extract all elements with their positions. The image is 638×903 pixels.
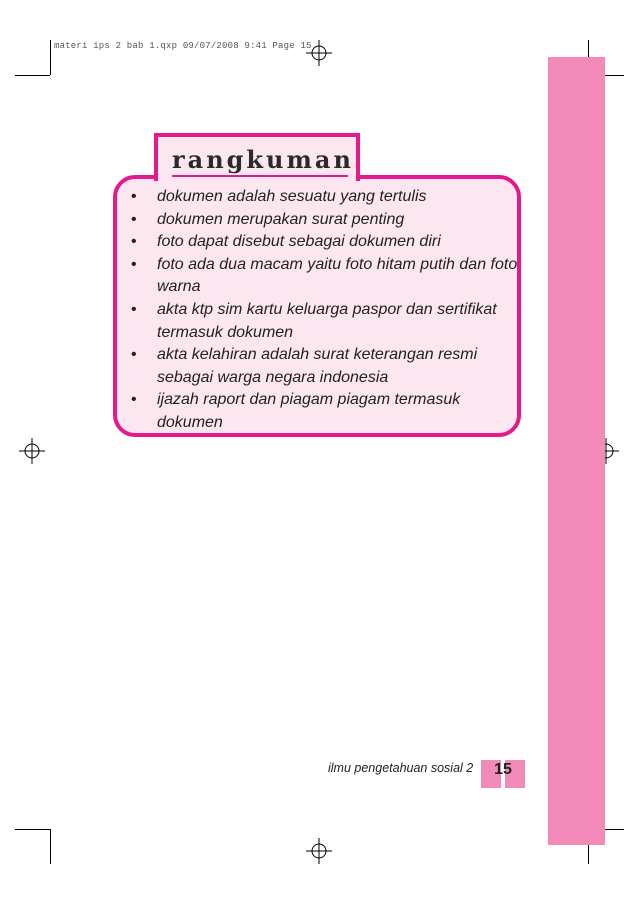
bullet-icon: •: [131, 391, 137, 409]
summary-list: [128, 186, 520, 435]
bullet-icon: •: [131, 188, 137, 205]
print-slug-line: materi ips 2 bab 1.qxp 09/07/2008 9:41 Page 15: [54, 41, 312, 51]
footer-book-title: ilmu pengetahuan sosial 2: [328, 761, 474, 775]
summary-title-tab: [154, 133, 360, 181]
list-item-text: foto dapat disebut sebagai dokumen diri: [157, 233, 441, 251]
side-color-band: [548, 57, 605, 845]
page-number: 15: [494, 761, 512, 778]
bullet-icon: •: [131, 255, 137, 273]
summary-title: rangkuman: [172, 145, 354, 174]
bullet-icon: •: [131, 346, 137, 364]
list-item-text: akta ktp sim kartu keluarga paspor dan sertifikat termasuk dokumen: [157, 300, 497, 341]
crop-mark-icon: [15, 829, 50, 830]
crop-mark-icon: [50, 40, 51, 75]
bullet-icon: •: [131, 233, 137, 251]
list-item: [128, 344, 520, 389]
list-item-text: dokumen adalah sesuatu yang tertulis: [157, 188, 427, 205]
title-underline: [172, 175, 348, 177]
list-item: [128, 209, 520, 232]
list-item-text: ijazah raport dan piagam piagam termasuk dokumen: [157, 391, 461, 431]
list-item-text: dokumen merupakan surat penting: [157, 210, 405, 228]
registration-mark-icon: [19, 438, 45, 464]
list-item: [128, 186, 520, 209]
crop-mark-icon: [50, 829, 51, 864]
list-item: [128, 254, 520, 299]
list-item-text: foto ada dua macam yaitu foto hitam putih dan foto warna: [157, 255, 518, 296]
list-item: [128, 389, 520, 434]
registration-mark-icon: [306, 838, 332, 864]
bullet-icon: •: [131, 300, 137, 318]
list-item: [128, 299, 520, 344]
list-item-text: akta kelahiran adalah surat keterangan resmi sebagai warga negara indonesia: [157, 346, 478, 386]
bullet-icon: •: [131, 210, 137, 228]
crop-mark-icon: [15, 75, 50, 76]
page-number-badge: [481, 760, 525, 788]
registration-mark-icon: [306, 40, 332, 66]
list-item: [128, 231, 520, 254]
